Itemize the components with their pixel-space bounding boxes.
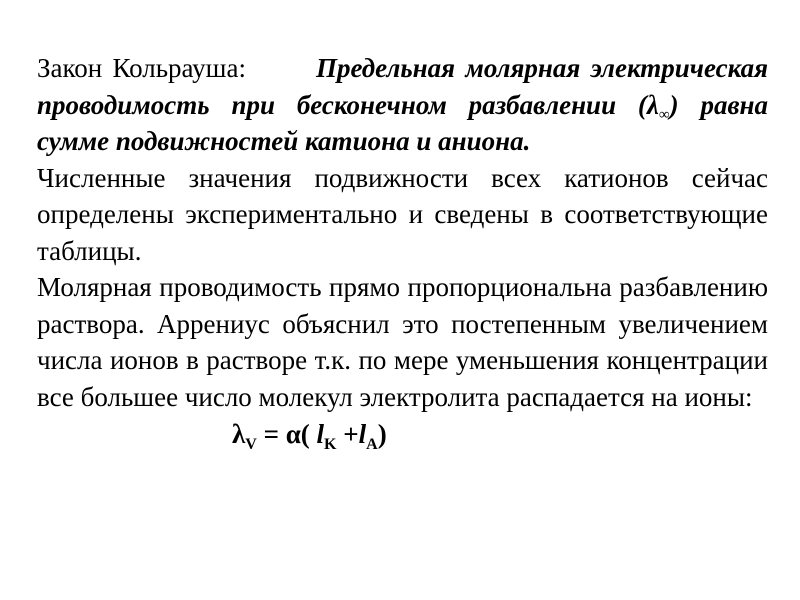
formula-close-paren: ) xyxy=(377,419,387,449)
formula-cation-subscript: K xyxy=(324,436,337,453)
kohlrausch-law-paragraph xyxy=(37,50,768,160)
formula-plus: + xyxy=(336,419,359,449)
conductivity-paragraph: Молярная проводимость прямо пропорциональна разбавлению раствора. Аррениус объяснил это постепенным увеличением числа ионов в растворе т.к. по мере уменьшения концентрации все большее число молекул электролита распадается на ионы: xyxy=(37,272,768,412)
law-label: Закон Кольрауша: xyxy=(37,53,246,83)
infinity-subscript: ∞ xyxy=(658,106,670,123)
mobility-paragraph: Численные значения подвижности всех катионов сейчас определены экспериментально и сведены в соответствующие таблицы. xyxy=(37,162,768,266)
formula-anion-mobility: l xyxy=(358,419,367,449)
arrhenius-formula xyxy=(37,415,768,453)
formula-equals-alpha: = α( xyxy=(256,419,317,449)
formula-cation-mobility: l xyxy=(316,419,325,449)
formula-anion-subscript: A xyxy=(366,436,378,453)
formula-lambda: λ xyxy=(232,419,246,449)
law-definition-part1: Предельная молярная электрическая проводимость при бесконечном разбавлении (λ xyxy=(37,53,768,120)
law-definition-part2: ) равна сумме подвижностей катиона и аниона. xyxy=(37,89,768,156)
formula-lambda-subscript: V xyxy=(245,436,257,453)
